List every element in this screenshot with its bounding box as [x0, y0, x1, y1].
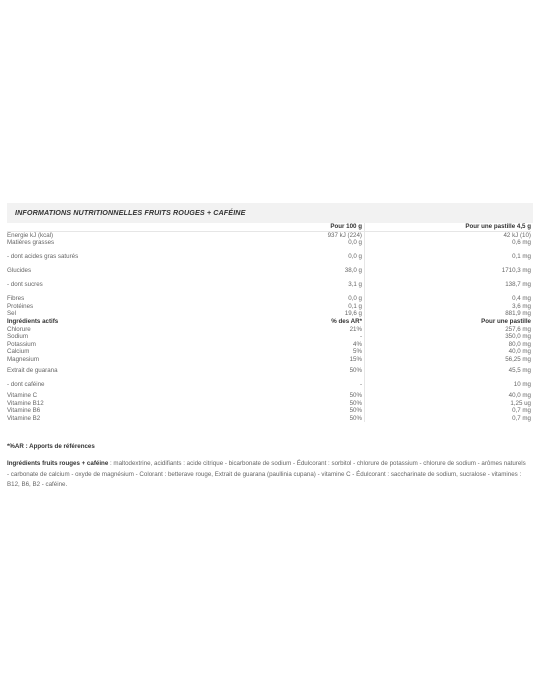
header-label — [7, 223, 194, 231]
header-per100: Pour 100 g — [194, 223, 365, 231]
row-value-per-unit: 1710,3 mg — [501, 267, 531, 275]
row-value-per100: 0,0 g — [194, 289, 365, 303]
table-header-row — [7, 223, 531, 231]
row-label: Calcium — [7, 348, 30, 356]
row-value-per100: 0,1 g — [194, 303, 365, 311]
row-label: - dont acides gras saturés — [7, 253, 79, 261]
row-label: Magnesium — [7, 355, 39, 363]
table-row — [7, 289, 531, 303]
row-value-per-unit: 0,1 mg — [512, 253, 531, 261]
row-value-per-unit: 40,0 mg — [508, 348, 531, 356]
table-row — [7, 247, 531, 261]
header-per-unit: Pour une pastille 4,5 g — [465, 223, 531, 230]
section-title: INFORMATIONS NUTRITIONNELLES FRUITS ROUGES + CAFÉINE — [7, 203, 533, 223]
ingredients-text: : maltodextrine, acidifiants : acide citrique - bicarbonate de sodium - Édulcorant : sorbitol - chlorure de potassium - chlorure de sodium - arômes naturels - carbonate de calcium - oxyde de magnésium - Colorant : betterave rouge, Extrait de guarana (paullinia cupana) - vitamine C - Édulcorant : saccharinate de sodium, sucralose - vitamines : B12, B6, B2 - caféine. — [7, 460, 526, 488]
row-value-per-unit: 0,7 mg — [512, 407, 531, 415]
row-value-per-unit: 0,4 mg — [512, 295, 531, 303]
ingredients-paragraph — [7, 459, 527, 491]
row-value-per100: 3,1 g — [194, 275, 365, 289]
row-value-per100: 937 kJ (224) — [194, 231, 365, 239]
row-label: - dont caféine — [7, 380, 45, 388]
row-value-per-unit: 56,25 mg — [505, 355, 531, 363]
nutrition-panel — [7, 203, 533, 223]
row-value-per-unit: 350,0 mg — [505, 333, 531, 341]
row-label: Potassium — [7, 340, 36, 348]
row-value-ar: 50% — [194, 389, 365, 400]
row-value-per-unit: 0,6 mg — [512, 239, 531, 247]
row-value-per-unit: 1,25 ug — [510, 399, 531, 407]
table-row — [7, 341, 531, 349]
row-value-ar: 5% — [194, 348, 365, 356]
table-row — [7, 310, 531, 318]
row-value-per100: 38,0 g — [194, 261, 365, 275]
row-value-per-unit: 257,6 mg — [505, 325, 531, 333]
row-value-per-unit: 3,6 mg — [512, 302, 531, 310]
row-label: Fibres — [7, 295, 25, 303]
row-value-ar: 50% — [194, 415, 365, 423]
actives-header-ar: % des AR* — [194, 318, 365, 326]
row-value-ar: 21% — [194, 326, 365, 334]
row-value-per-unit: 0,7 mg — [512, 414, 531, 422]
row-value-ar: 50% — [194, 400, 365, 408]
row-label: Vitamine B6 — [7, 407, 41, 415]
row-label: Sel — [7, 310, 16, 318]
table-row — [7, 400, 531, 408]
row-label: Energie kJ (kcal) — [7, 231, 194, 239]
table-row — [7, 261, 531, 275]
row-value-ar: 4% — [194, 341, 365, 349]
table-row — [7, 356, 531, 364]
table-row — [7, 364, 531, 375]
table-row — [7, 239, 531, 247]
row-value-ar: 50% — [194, 407, 365, 415]
table-row — [7, 407, 531, 415]
actives-header-row — [7, 318, 531, 326]
row-label: Extrait de guarana — [7, 366, 58, 374]
table-row — [7, 231, 531, 239]
table-row — [7, 303, 531, 311]
row-value-per-unit: 10 mg — [513, 380, 531, 388]
table-row — [7, 326, 531, 334]
table-row — [7, 415, 531, 423]
row-value-per-unit: 881,9 mg — [505, 310, 531, 318]
row-label: Vitamine B12 — [7, 399, 44, 407]
row-label: Vitamine C — [7, 391, 38, 399]
row-value-per-unit: 40,0 mg — [508, 391, 531, 399]
row-value-per100: 0,0 g — [194, 239, 365, 247]
row-value-ar: 50% — [194, 364, 365, 375]
row-label: - dont sucres — [7, 281, 43, 289]
row-label: Matières grasses — [7, 239, 55, 247]
row-label: Vitamine B2 — [7, 414, 41, 422]
row-value-ar: 15% — [194, 356, 365, 364]
table-row — [7, 389, 531, 400]
row-value-per-unit: 45,5 mg — [508, 366, 531, 374]
ingredients-label: Ingrédients fruits rouges + caféine — [7, 460, 109, 467]
row-label: Protéines — [7, 302, 34, 310]
actives-header-label: Ingrédients actifs — [7, 317, 59, 325]
table-row — [7, 275, 531, 289]
row-label: Glucides — [7, 267, 32, 275]
row-value-ar: - — [194, 375, 365, 389]
nutrition-table — [7, 223, 531, 422]
actives-header-per-unit: Pour une pastille — [481, 317, 531, 325]
table-row — [7, 333, 531, 341]
row-value-per-unit: 138,7 mg — [505, 281, 531, 289]
row-value-per-unit: 42 kJ (10) — [365, 231, 532, 239]
row-value-per100: 0,0 g — [194, 247, 365, 261]
table-row — [7, 375, 531, 389]
row-value-ar: - — [194, 333, 365, 341]
table-row — [7, 348, 531, 356]
row-label: Chlorure — [7, 325, 31, 333]
row-value-per-unit: 80,0 mg — [508, 340, 531, 348]
row-label: Sodium — [7, 333, 28, 341]
reference-footnote: *%AR : Apports de références — [7, 443, 95, 450]
row-value-per100: 19,6 g — [194, 310, 365, 318]
